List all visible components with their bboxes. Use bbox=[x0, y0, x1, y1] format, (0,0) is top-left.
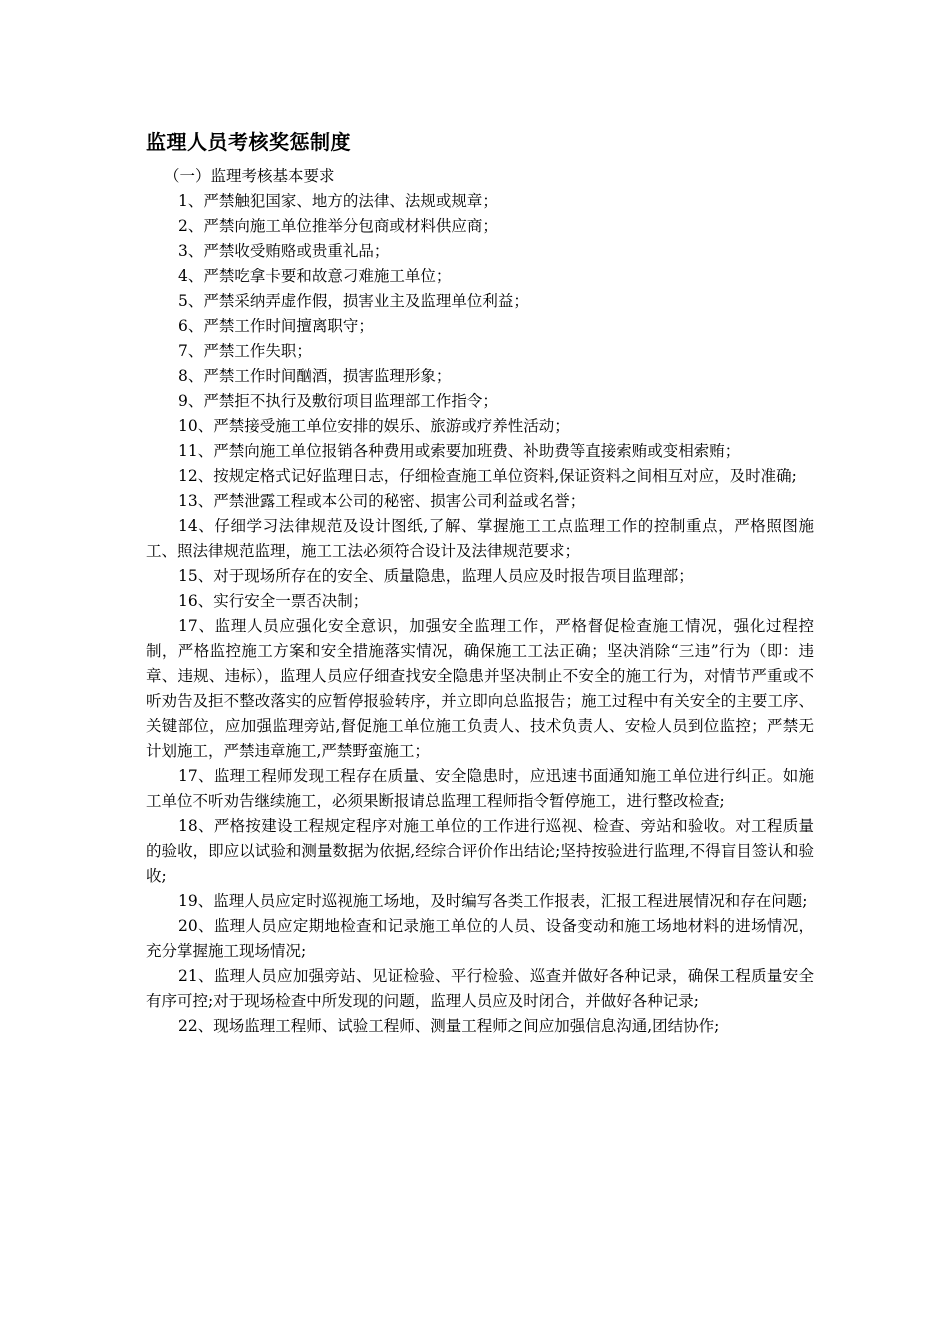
rule-item: 2、严禁向施工单位推举分包商或材料供应商； bbox=[178, 217, 498, 235]
rule-item: 15、对于现场所存在的安全、质量隐患，监理人员应及时报告项目监理部； bbox=[178, 567, 694, 585]
rule-item: 10、严禁接受施工单位安排的娱乐、旅游或疗养性活动； bbox=[178, 417, 570, 435]
rule-item: 6、严禁工作时间擅离职守； bbox=[178, 317, 374, 335]
rule-item: 1、严禁触犯国家、地方的法律、法规或规章； bbox=[178, 192, 498, 210]
rule-item: 11、严禁向施工单位报销各种费用或索要加班费、补助费等直接索贿或变相索贿； bbox=[178, 442, 741, 460]
rule-item: 19、监理人员应定时巡视施工场地，及时编写各类工作报表，汇报工程进展情况和存在问题; bbox=[178, 892, 808, 910]
rule-item: 22、现场监理工程师、试验工程师、测量工程师之间应加强信息沟通,团结协作; bbox=[178, 1017, 720, 1035]
rule-item: 16、实行安全一票否决制； bbox=[178, 592, 369, 610]
rule-item: 13、严禁泄露工程或本公司的秘密、损害公司利益或名誉； bbox=[178, 492, 586, 510]
rule-item: 3、严禁收受贿赂或贵重礼品； bbox=[178, 242, 390, 260]
rule-item: 17、监理工程师发现工程存在质量、安全隐患时，应迅速书面通知施工单位进行纠正。如施工单位不听劝告继续施工，必须果断报请总监理工程师指令暂停施工，进行整改检查; bbox=[146, 767, 814, 810]
document-title: 监理人员考核奖惩制度 bbox=[146, 130, 351, 154]
section-heading: （一）监理考核基本要求 bbox=[164, 167, 335, 185]
rule-item: 7、严禁工作失职； bbox=[178, 342, 312, 360]
rule-item: 4、严禁吃拿卡要和故意刁难施工单位； bbox=[178, 267, 452, 285]
rule-item: 9、严禁拒不执行及敷衍项目监理部工作指令； bbox=[178, 392, 498, 410]
rule-item: 14、仔细学习法律规范及设计图纸,了解、掌握施工工点监理工作的控制重点，严格照图施工、照法律规范监理，施工工法必须符合设计及法律规范要求； bbox=[146, 517, 814, 560]
rule-item: 12、按规定格式记好监理日志，仔细检查施工单位资料,保证资料之间相互对应，及时准确; bbox=[178, 467, 797, 485]
rule-item: 21、监理人员应加强旁站、见证检验、平行检验、巡查并做好各种记录，确保工程质量安全有序可控;对于现场检查中所发现的问题，监理人员应及时闭合，并做好各种记录; bbox=[146, 967, 814, 1010]
rule-item: 17、监理人员应强化安全意识，加强安全监理工作，严格督促检查施工情况，强化过程控制，严格监控施工方案和安全措施落实情况，确保施工工法正确；坚决消除“三违”行为（即：违章、违规、违标），监理人员应仔细查找安全隐患并坚决制止不安全的施工行为，对情节严重或不听劝告及拒不整改落实的应暂停报验转序，并立即向总监报告；施工过程中有关安全的主要工序、关键部位，应加强监理旁站,督促施工单位施工负责人、技术负责人、安检人员到位监控；严禁无计划施工，严禁违章施工,严禁野蛮施工； bbox=[146, 617, 814, 760]
rule-item: 20、监理人员应定期地检查和记录施工单位的人员、设备变动和施工场地材料的进场情况，充分掌握施工现场情况; bbox=[146, 917, 814, 960]
rule-item: 5、严禁采纳弄虚作假，损害业主及监理单位利益； bbox=[178, 292, 529, 310]
rule-item: 18、严格按建设工程规定程序对施工单位的工作进行巡视、检查、旁站和验收。对工程质量的验收，即应以试验和测量数据为依据,经综合评价作出结论;坚持按验进行监理,不得盲目签认和验收; bbox=[146, 817, 814, 885]
document-page bbox=[146, 128, 814, 1039]
rule-item: 8、严禁工作时间酗酒，损害监理形象； bbox=[178, 367, 452, 385]
